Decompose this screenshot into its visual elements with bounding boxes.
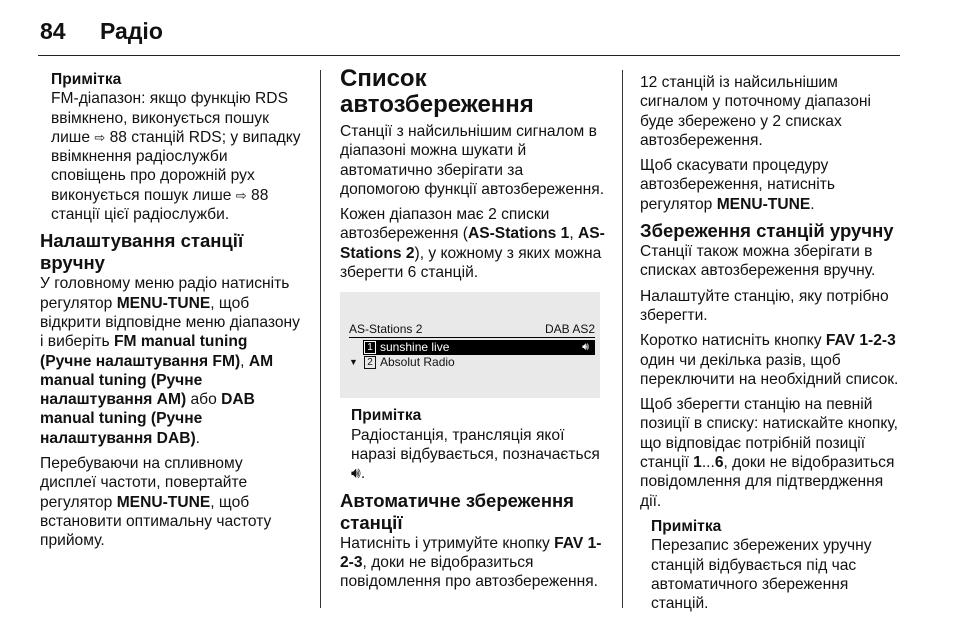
header-rule (38, 55, 900, 56)
note-title: Примітка (351, 407, 422, 425)
station-row-selected (363, 340, 595, 355)
text: або (190, 391, 217, 409)
section-title: Радіо (100, 18, 163, 44)
text: Радіостанція, трансляція якої наразі відбувається, позначається (351, 426, 600, 463)
control-name: MENU-TUNE (116, 294, 211, 312)
text: ... (701, 454, 715, 472)
column-1 (40, 70, 302, 557)
note-text-part: станцій RDS; у випадку ввімкнення радіослужби сповіщень про дорожній рух виконується пошук лише (51, 128, 301, 204)
station-name: sunshine live (380, 340, 450, 355)
text: Перебуваючи на спливному дисплеї частоти, повертайте регулятор (40, 455, 248, 511)
position-number: 6 (714, 454, 724, 472)
list-name: AS-Stations 1 (467, 225, 570, 243)
text: Щоб зберегти станцію на певній позиції в списку: натискайте кнопку, що відповідає потрібній позиції станції (640, 396, 898, 472)
paragraph (340, 205, 606, 282)
note-text (51, 89, 302, 224)
paragraph (640, 331, 908, 389)
column-3 (640, 73, 908, 619)
radio-display-illustration (340, 292, 600, 398)
note-text-part: станції цієї радіослужби. (51, 206, 230, 224)
paragraph (640, 156, 908, 214)
page-ref-icon: ⇨ (94, 129, 106, 145)
note-text-part: FM-діапазон: якщо функцію RDS ввімкнено, виконується пошук лише (51, 90, 288, 146)
menu-item-name: DAB manual tuning (Ручне налаштування DAB) (40, 391, 255, 447)
paragraph: 12 станцій із найсильнішим сигналом у поточному діапазоні буде збережено у 2 списках автозбереження. (640, 74, 872, 149)
text: ), у кожному з яких можна зберегти 6 станцій. (340, 244, 602, 282)
paragraph (40, 274, 302, 448)
text: , (569, 225, 574, 243)
display-content (349, 322, 595, 370)
note-block (40, 70, 302, 224)
display-divider (349, 337, 595, 338)
text: , щоб відкрити відповідне меню діапазону і виберіть (40, 294, 300, 351)
section-heading: Налаштування станції вручну (40, 230, 244, 274)
note-title: Примітка (51, 71, 122, 88)
paragraph: Станції також можна зберігати в списках автозбереження вручну. (640, 243, 876, 280)
text: , доки не відобразиться повідомлення для підтвердження дії. (640, 454, 895, 510)
display-band-title: DAB AS2 (544, 322, 595, 337)
paragraph: Станції з найсильнішим сигналом в діапазоні можна шукати й автоматично зберігати за допомогою функції автозбереження. (340, 123, 605, 198)
speaker-icon: 🔊︎ (582, 341, 589, 354)
page-ref-icon: ⇨ (235, 187, 247, 203)
text: , доки не відобразиться повідомлення про автозбереження. (340, 553, 599, 591)
paragraph: Налаштуйте станцію, яку потрібно зберегти. (640, 287, 889, 324)
station-name: Absolut Radio (380, 355, 455, 370)
column-divider (622, 70, 623, 608)
column-2 (340, 66, 606, 597)
page-number: 84 (40, 18, 66, 44)
note-block (640, 517, 908, 613)
note-block (340, 406, 606, 483)
paragraph (340, 534, 606, 592)
display-list-title: AS-Stations 2 (349, 322, 423, 337)
speaker-icon: 🔊︎ (351, 465, 361, 483)
page-ref: 88 (109, 128, 127, 146)
section-heading: Збереження станцій уручну (640, 220, 894, 242)
text: Коротко натисніть кнопку (640, 332, 822, 350)
button-name: FAV 1-2-3 (825, 332, 896, 350)
note-text (351, 426, 606, 484)
text: . (810, 195, 815, 213)
section-heading: Список автозбереження (340, 65, 534, 118)
station-number: 1 (364, 341, 376, 354)
text: Кожен діапазон має 2 списки автозбереження ( (340, 206, 550, 243)
section-heading: Автоматичне збереження станції (340, 489, 574, 533)
control-name: MENU-TUNE (116, 493, 211, 511)
station-number: 2 (364, 356, 376, 369)
text: . (360, 465, 366, 483)
menu-item-name: FM manual tuning (Ручне налаштування FM) (40, 333, 248, 370)
paragraph (40, 454, 302, 550)
note-text: Перезапис збережених уручну станцій відбувається під час автоматичного збереження станцій. (651, 537, 872, 613)
text: У головному меню радіо натисніть регулятор (40, 275, 290, 312)
note-title: Примітка (651, 517, 722, 535)
list-name: AS-Stations 2 (340, 225, 605, 262)
control-name: MENU-TUNE (716, 195, 811, 213)
display-header (349, 322, 595, 336)
button-name: FAV 1-2-3 (340, 534, 602, 571)
text: . (195, 429, 201, 447)
page-ref: 88 (251, 186, 269, 204)
triangle-down-icon: ▼ (349, 357, 358, 368)
station-row (349, 355, 595, 370)
menu-item-name: AM manual tuning (Ручне налаштування AM) (40, 352, 274, 409)
position-number: 1 (693, 454, 702, 472)
text: , (240, 352, 245, 370)
text: Щоб скасувати процедуру автозбереження, натисніть регулятор (640, 157, 836, 213)
text: один чи декілька разів, щоб переключити на необхідний список. (640, 351, 899, 388)
text: , щоб встановити оптимальну частоту прийому. (40, 493, 272, 550)
column-divider (320, 70, 321, 608)
page-header (40, 18, 163, 45)
paragraph (640, 395, 908, 511)
text: Натисніть і утримуйте кнопку (340, 534, 550, 552)
